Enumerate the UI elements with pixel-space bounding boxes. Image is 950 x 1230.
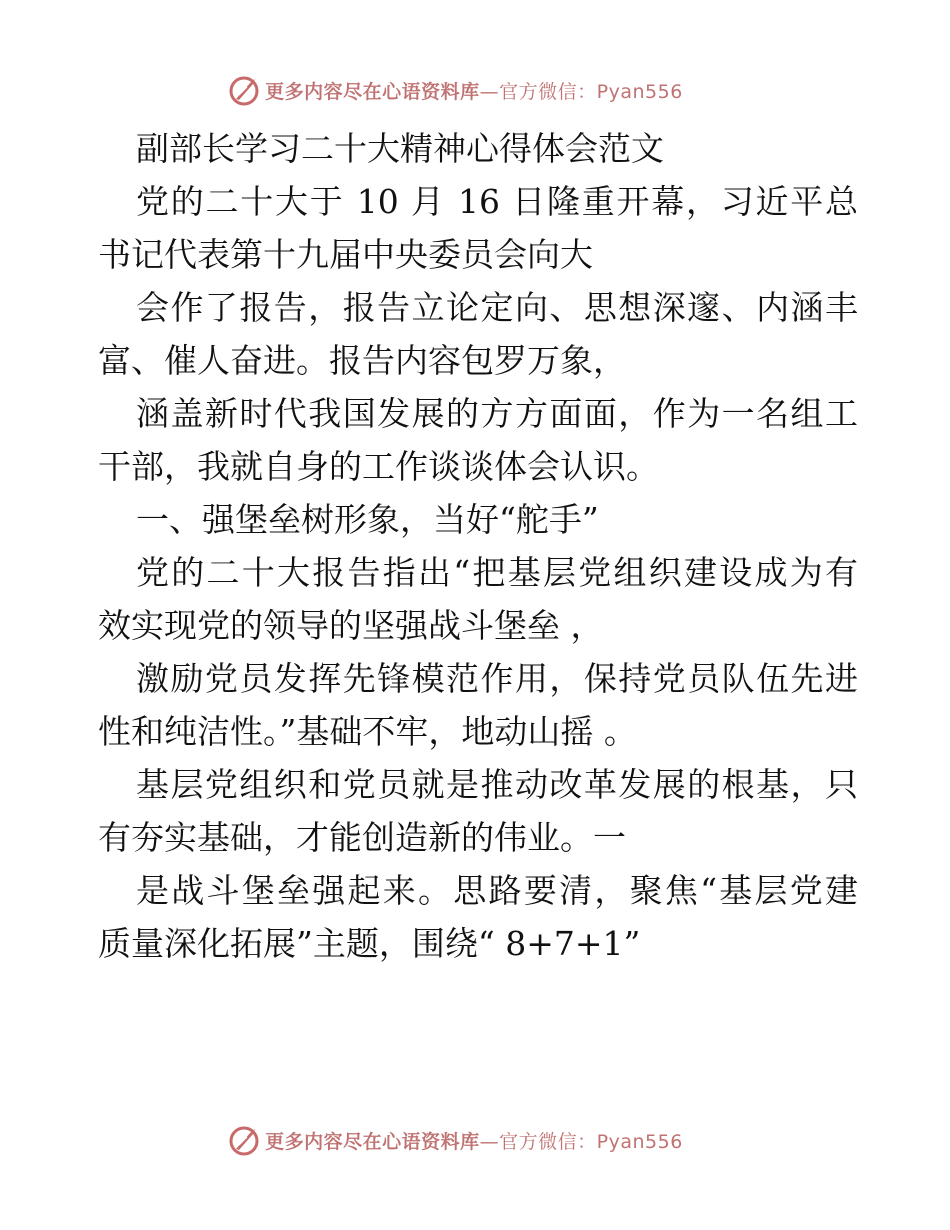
watermark-text: 更多内容尽在心语资料库—官方微信：Pyan556 xyxy=(265,1130,683,1153)
text-line: 质量深化拓展”主题，围绕“ 8+7+1” xyxy=(98,924,641,963)
text-line: 效实现党的领导的坚强战斗堡垒 ， xyxy=(98,606,604,645)
text-line: 基层党组织和党员就是推动改革发展的根基，只 xyxy=(136,765,858,804)
text-line: 涵盖新时代我国发展的方方面面，作为一名组工 xyxy=(136,394,858,433)
text-line: 党的二十大于 10 月 16 日隆重开幕，习近平总 xyxy=(136,182,858,221)
text-line: 干部，我就自身的工作谈谈体会认识。 xyxy=(98,447,659,486)
text-line: 富、催人奋进。报告内容包罗万象， xyxy=(98,341,626,380)
text-line: 激励党员发挥先锋模范作用，保持党员队伍先进 xyxy=(136,659,858,698)
text-line: 党的二十大报告指出“把基层党组织建设成为有 xyxy=(136,553,858,592)
quill-logo-icon xyxy=(227,1123,261,1157)
article-title: 副部长学习二十大精神心得体会范文 xyxy=(136,129,664,168)
text-line: 一、强堡垒树形象，当好“舵手” xyxy=(136,500,599,539)
watermark-footer xyxy=(0,1120,950,1160)
text-line: 有夯实基础，才能创造新的伟业。一 xyxy=(98,818,626,857)
text-line: 会作了报告，报告立论定向、思想深邃、内涵丰 xyxy=(136,288,858,327)
text-line: 书记代表第十九届中央委员会向大 xyxy=(98,235,593,274)
watermark-header xyxy=(0,70,950,110)
text-line: 性和纯洁性。”基础不牢，地动山摇 。 xyxy=(98,712,637,751)
article-body xyxy=(98,122,858,970)
watermark-text: 更多内容尽在心语资料库—官方微信：Pyan556 xyxy=(265,80,683,103)
text-line: 是战斗堡垒强起来。思路要清，聚焦“基层党建 xyxy=(136,871,858,910)
quill-logo-icon xyxy=(227,73,261,107)
